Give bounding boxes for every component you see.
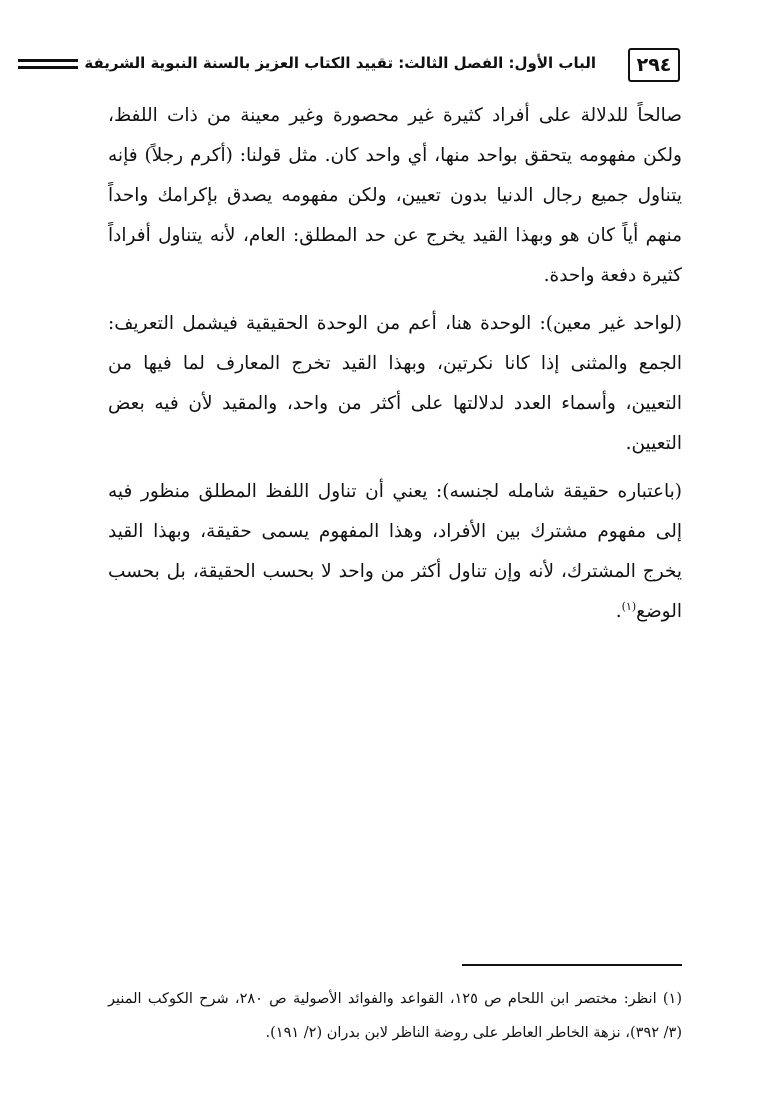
footnote: (١) انظر: مختصر ابن اللحام ص ١٢٥، القواعد والفوائد الأصولية ص ٢٨٠، شرح الكوكب المنير (٣/ ٣٩٢)، نزهة الخاطر العاطر على روضة الناظر لابن بدران (٢/ ١٩١). bbox=[108, 991, 682, 1041]
footnote-marker: (١) bbox=[621, 599, 637, 613]
page-number: ٢٩٤ bbox=[628, 48, 680, 82]
paragraph: صالحاً للدلالة على أفراد كثيرة غير محصورة وغير معينة من ذات اللفظ، ولكن مفهومه يتحقق بواحد منها، أي واحد كان. مثل قولنا: (أكرم رجلاً) فإنه يتناول جميع رجال الدنيا بدون تعيين، ولكن مفهومه يصدق بإكرامك واحداً منهم أياً كان هو وبهذا القيد يخرج عن حد المطلق: العام، لأنه يتناول أفراداً كثيرة دفعة واحدة. bbox=[108, 105, 682, 286]
footnote-separator bbox=[462, 964, 682, 966]
paragraph bbox=[108, 472, 682, 632]
header-ornament-rule bbox=[18, 59, 78, 69]
running-title-text: الباب الأول: الفصل الثالث: تقييد الكتاب العزيز بالسنة النبوية الشريفة bbox=[84, 54, 596, 72]
footnotes bbox=[108, 982, 682, 1050]
paragraph: (لواحد غير معين): الوحدة هنا، أعم من الوحدة الحقيقية فيشمل التعريف: الجمع والمثنى إذا كانا نكرتين، وبهذا القيد تخرج المعارف لما فيها من التعيين، وأسماء العدد لدلالتها على أكثر من واحد، والمقيد لأن فيه بعض التعيين. bbox=[108, 313, 682, 454]
running-header bbox=[84, 48, 680, 84]
paragraph-end: . bbox=[615, 601, 622, 622]
main-text bbox=[108, 96, 682, 640]
running-title bbox=[84, 48, 596, 78]
paragraph-text: (باعتباره حقيقة شامله لجنسه): يعني أن تناول اللفظ المطلق منظور فيه إلى مفهوم مشترك بين الأفراد، وهذا المفهوم يسمى حقيقة، وبهذا القيد يخرج المشترك، لأنه وإن تناول أكثر من واحد لا بحسب الحقيقة، بل بحسب الوضع bbox=[108, 481, 682, 622]
